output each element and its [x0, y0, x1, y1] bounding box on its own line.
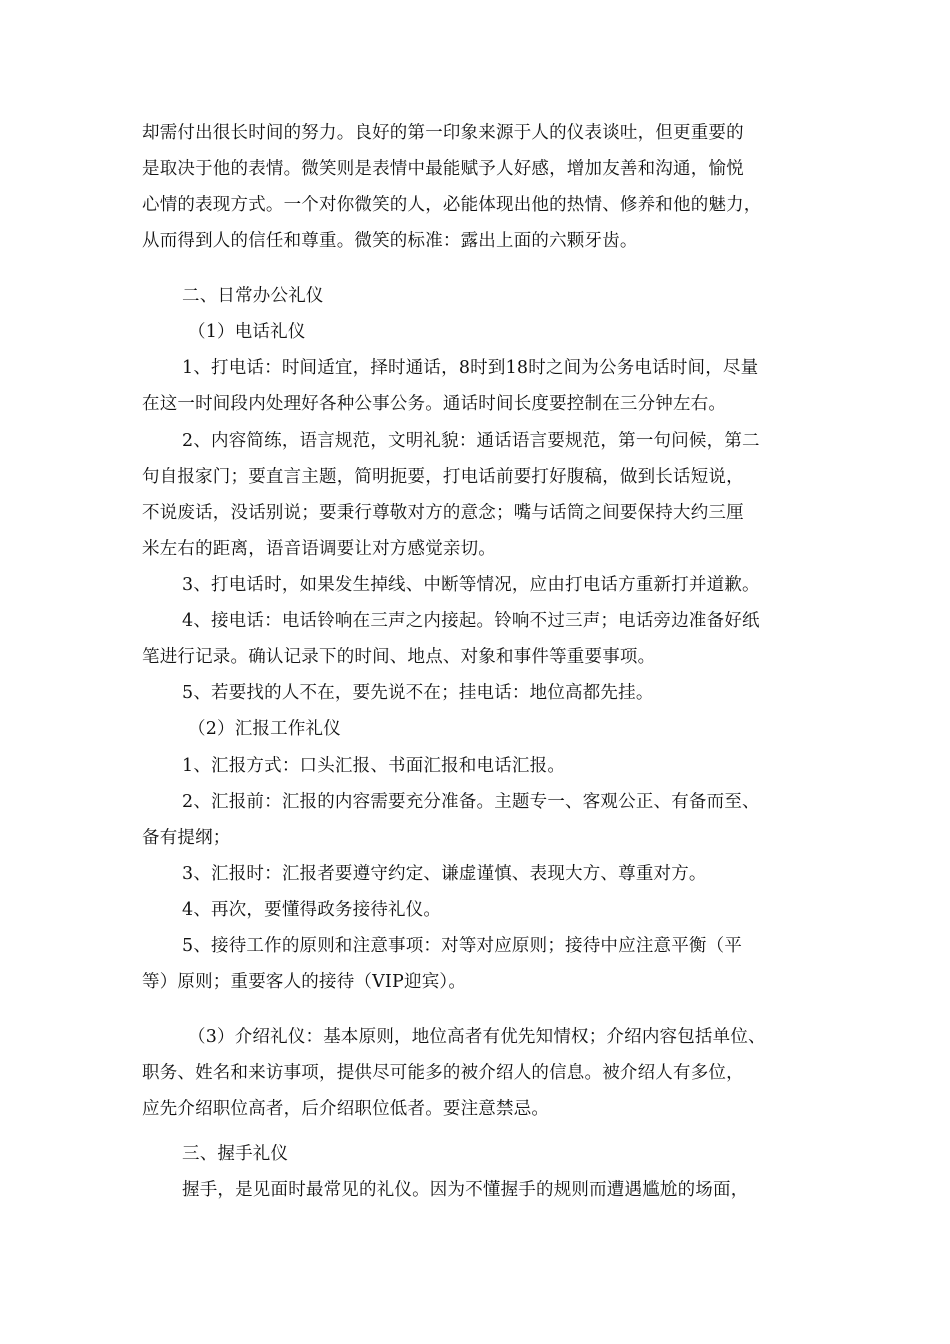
paragraph-line: 从而得到人的信任和尊重。微笑的标准：露出上面的六颗牙齿。: [142, 231, 638, 251]
paragraph-line: 握手，是见面时最常见的礼仪。因为不懂握手的规则而遭遇尴尬的场面，: [182, 1180, 749, 1200]
paragraph-line: 应先介绍职位高者，后介绍职位低者。要注意禁忌。: [142, 1099, 550, 1119]
paragraph-line: 4、再次，要懂得政务接待礼仪。: [182, 900, 442, 920]
paragraph-line: 心情的表现方式。一个对你微笑的人，必能体现出他的热情、修养和他的魅力，: [142, 195, 762, 215]
paragraph-line: 3、汇报时：汇报者要遵守约定、谦虚谨慎、表现大方、尊重对方。: [182, 864, 707, 884]
section-heading: 二、日常办公礼仪: [182, 286, 324, 306]
paragraph-line: 职务、姓名和来访事项，提供尽可能多的被介绍人的信息。被介绍人有多位，: [142, 1063, 744, 1083]
subsection-heading: （2）汇报工作礼仪: [188, 719, 341, 739]
paragraph-line: 等）原则；重要客人的接待（VIP迎宾）。: [142, 972, 467, 992]
paragraph-line: 5、接待工作的原则和注意事项：对等对应原则；接待中应注意平衡（平: [182, 936, 743, 956]
paragraph-line: 1、汇报方式：口头汇报、书面汇报和电话汇报。: [182, 756, 566, 776]
paragraph-line: 句自报家门；要直言主题，简明扼要，打电话前要打好腹稿，做到长话短说，: [142, 467, 744, 487]
paragraph-line: 是取决于他的表情。微笑则是表情中最能赋予人好感，增加友善和沟通，愉悦: [142, 159, 744, 179]
paragraph-line: 米左右的距离，语音语调要让对方感觉亲切。: [142, 539, 496, 559]
paragraph-line: 笔进行记录。确认记录下的时间、地点、对象和事件等重要事项。: [142, 647, 656, 667]
subsection-heading: （1）电话礼仪: [188, 322, 306, 342]
section-heading: 三、握手礼仪: [182, 1144, 289, 1164]
paragraph-line: 不说废话，没话别说；要秉行尊敬对方的意念；嘴与话筒之间要保持大约三厘: [142, 503, 744, 523]
paragraph-line: 4、接电话：电话铃响在三声之内接起。铃响不过三声；电话旁边准备好纸: [182, 611, 760, 631]
paragraph-line: 备有提纲；: [142, 828, 231, 848]
paragraph-line: 在这一时间段内处理好各种公事公务。通话时间长度要控制在三分钟左右。: [142, 394, 727, 414]
paragraph-line: 3、打电话时，如果发生掉线、中断等情况，应由打电话方重新打并道歉。: [182, 575, 760, 595]
paragraph-line: 却需付出很长时间的努力。良好的第一印象来源于人的仪表谈吐，但更重要的: [142, 123, 744, 143]
paragraph-line: 2、内容简练，语言规范，文明礼貌：通话语言要规范，第一句问候，第二: [182, 431, 760, 451]
paragraph-line: 1、打电话：时间适宜，择时通话，8时到18时之间为公务电话时间，尽量: [182, 358, 759, 378]
paragraph-line: 5、若要找的人不在，要先说不在；挂电话：地位高都先挂。: [182, 683, 654, 703]
paragraph-line: 2、汇报前：汇报的内容需要充分准备。主题专一、客观公正、有备而至、: [182, 792, 760, 812]
paragraph-line: （3）介绍礼仪：基本原则，地位高者有优先知情权；介绍内容包括单位、: [188, 1027, 766, 1047]
